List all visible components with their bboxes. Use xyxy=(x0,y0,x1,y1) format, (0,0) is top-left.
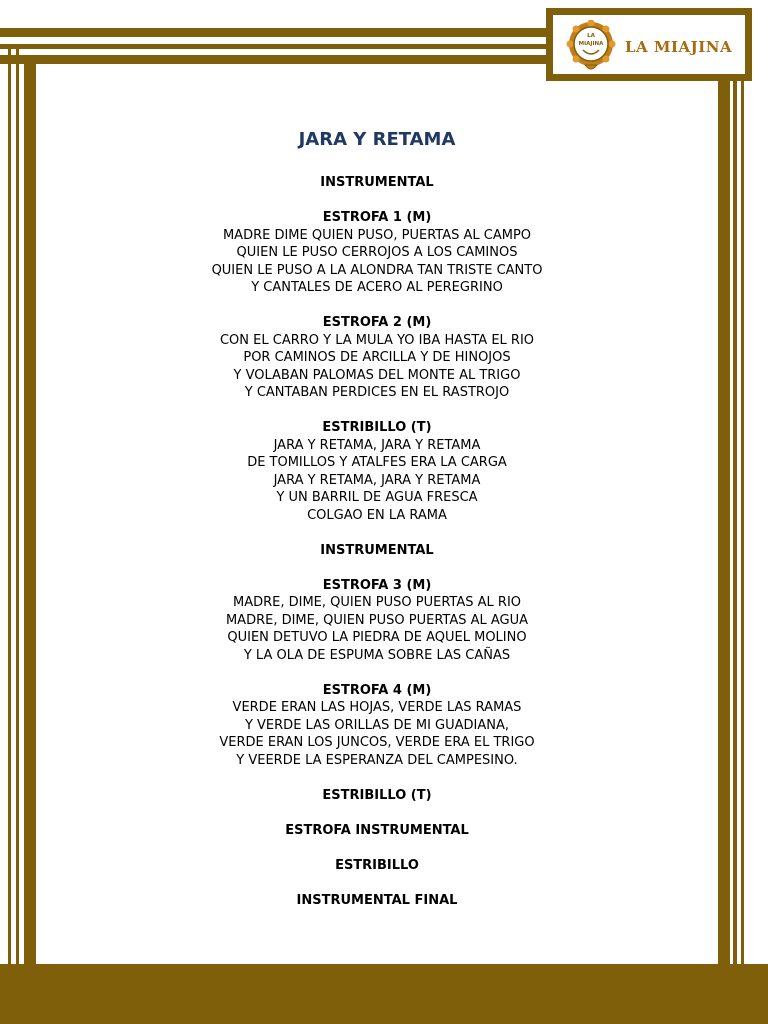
lyrics-section xyxy=(36,577,718,665)
section-heading: ESTROFA 4 (M) xyxy=(322,682,432,698)
section-heading: ESTROFA INSTRUMENTAL xyxy=(285,822,469,838)
frame-top-bar xyxy=(0,44,548,49)
lyrics-section xyxy=(36,892,718,910)
brand-emblem-icon xyxy=(565,20,617,74)
lyric-line: Y CANTALES DE ACERO AL PEREGRINO xyxy=(251,280,503,295)
lyric-line: MADRE DIME QUIEN PUSO, PUERTAS AL CAMPO xyxy=(222,227,532,243)
frame-left-bar xyxy=(24,56,36,968)
lyric-line: Y VOLABAN PALOMAS DEL MONTE AL TRIGO xyxy=(233,367,521,383)
lyric-line: MADRE, DIME, QUIEN PUSO PUERTAS AL RIO xyxy=(232,595,522,610)
lyric-line: MADRE, DIME, QUIEN PUSO PUERTAS AL AGUA xyxy=(225,612,529,628)
frame-right-bar xyxy=(741,80,744,968)
section-heading: ESTRIBILLO (T) xyxy=(322,787,432,803)
frame-right-bar xyxy=(718,80,730,968)
section-heading: ESTRIBILLO xyxy=(335,857,419,873)
lyric-line: CON EL CARRO Y LA MULA YO IBA HASTA EL RIO xyxy=(219,332,535,348)
song-title: JARA Y RETAMA xyxy=(298,129,456,150)
lyric-line: JARA Y RETAMA, JARA Y RETAMA xyxy=(273,437,481,453)
lyrics-section xyxy=(36,174,718,192)
frame-left-bar xyxy=(8,44,11,968)
section-heading: INSTRUMENTAL FINAL xyxy=(296,892,458,908)
frame-top-bar xyxy=(0,55,548,64)
lyric-line: Y VERDE LAS ORILLAS DE MI GUADIANA, xyxy=(244,717,510,733)
lyric-line: QUIEN LE PUSO A LA ALONDRA TAN TRISTE CANTO xyxy=(211,262,543,278)
lyrics-section xyxy=(36,209,718,297)
lyric-line: POR CAMINOS DE ARCILLA Y DE HINOJOS xyxy=(243,350,511,365)
svg-text:MIAJINA: MIAJINA xyxy=(578,41,604,47)
lyric-line: Y VEERDE LA ESPERANZA DEL CAMPESINO. xyxy=(236,752,518,768)
lyrics-section xyxy=(36,787,718,805)
lyrics-section xyxy=(36,419,718,524)
section-heading: INSTRUMENTAL xyxy=(320,175,434,190)
lyrics-section xyxy=(36,682,718,770)
lyrics-section xyxy=(36,822,718,840)
section-heading: INSTRUMENTAL xyxy=(320,542,434,558)
brand-logo xyxy=(546,8,752,81)
lyrics-section xyxy=(36,314,718,402)
lyric-line: VERDE ERAN LAS HOJAS, VERDE LAS RAMAS xyxy=(232,700,522,715)
lyric-line: JARA Y RETAMA, JARA Y RETAMA xyxy=(273,472,481,488)
lyric-line: Y CANTABAN PERDICES EN EL RASTROJO xyxy=(244,385,510,400)
lyric-line: COLGAO EN LA RAMA xyxy=(307,507,447,523)
section-heading: ESTRIBILLO (T) xyxy=(322,420,432,435)
lyrics-sheet xyxy=(36,128,718,927)
frame-left-bar xyxy=(16,44,19,968)
lyrics-section xyxy=(36,857,718,875)
lyrics-section xyxy=(36,542,718,560)
section-heading: ESTROFA 2 (M) xyxy=(322,315,432,330)
lyric-line: QUIEN LE PUSO CERROJOS A LOS CAMINOS xyxy=(236,245,518,260)
lyric-line: VERDE ERAN LOS JUNCOS, VERDE ERA EL TRIGO xyxy=(219,735,535,750)
frame-right-bar xyxy=(733,80,737,968)
lyric-line: Y LA OLA DE ESPUMA SOBRE LAS CAÑAS xyxy=(243,647,511,663)
svg-text:LA: LA xyxy=(587,33,595,39)
frame-top-bar xyxy=(0,28,548,37)
footer-band xyxy=(0,964,768,1024)
section-heading: ESTROFA 3 (M) xyxy=(322,577,432,593)
lyric-line: QUIEN DETUVO LA PIEDRA DE AQUEL MOLINO xyxy=(227,630,527,645)
section-heading: ESTROFA 1 (M) xyxy=(322,210,432,225)
lyric-line: Y UN BARRIL DE AGUA FRESCA xyxy=(276,490,478,505)
lyrics-sections xyxy=(36,174,718,909)
lyric-line: DE TOMILLOS Y ATALFES ERA LA CARGA xyxy=(247,455,507,470)
brand-name: LA MIAJINA xyxy=(625,38,733,56)
